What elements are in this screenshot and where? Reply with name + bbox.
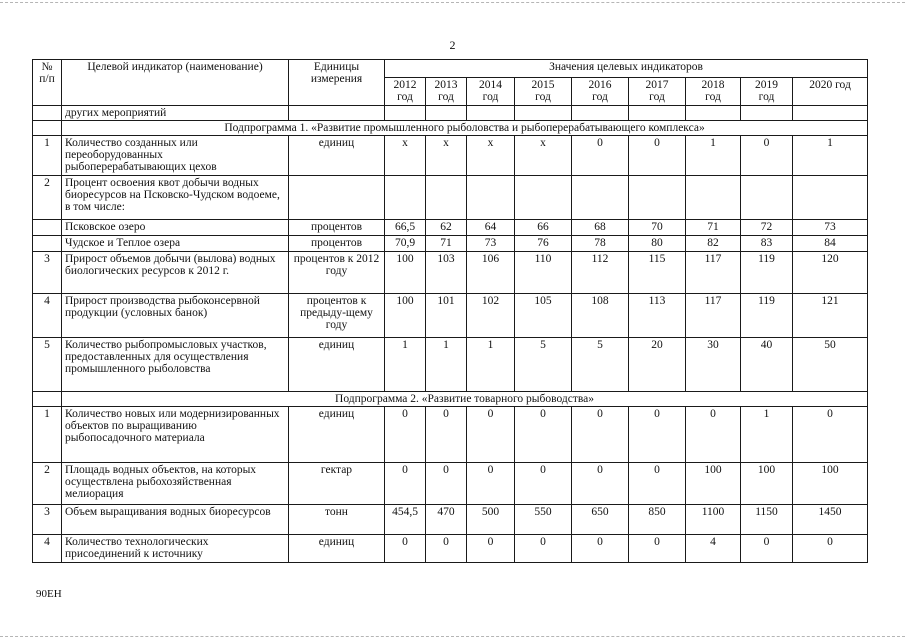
value-cell: 0 [629,463,686,505]
table-row [33,220,868,236]
value-cell: 0 [629,136,686,176]
table-row [33,294,868,338]
header-year: 2013 год [426,78,467,106]
value-cell: 0 [793,407,868,463]
unit-cell: единиц [289,407,385,463]
value-cell: 1 [741,407,793,463]
value-cell: 73 [467,236,515,252]
value-cell: 115 [629,252,686,294]
indicator-name: Количество технологических присоединений к источнику [62,535,289,563]
indicator-name: Количество рыбопромысловых участков, предоставленных для осуществления промышленного рыболовства [62,338,289,392]
value-cell: 0 [385,535,426,563]
value-cell: 121 [793,294,868,338]
value-cell: 100 [793,463,868,505]
value-cell: 0 [467,463,515,505]
unit-cell: единиц [289,136,385,176]
value-cell: 500 [467,505,515,535]
value-cell: 40 [741,338,793,392]
value-cell: 1 [426,338,467,392]
value-cell: 0 [426,463,467,505]
value-cell: 100 [686,463,741,505]
value-cell: 0 [686,407,741,463]
value-cell: 1150 [741,505,793,535]
header-col-values: Значения целевых индикаторов [385,60,868,78]
value-cell: 1 [467,338,515,392]
value-cell: 62 [426,220,467,236]
row-number: 5 [33,338,62,392]
value-cell: 5 [572,338,629,392]
target-indicators-table [32,59,868,563]
header-year: 2019 год [741,78,793,106]
value-cell: 650 [572,505,629,535]
row-number: 1 [33,136,62,176]
header-year: 2018 год [686,78,741,106]
table-row [33,252,868,294]
header-col-indicator: Целевой индикатор (наименование) [62,60,289,106]
table-row [33,535,868,563]
page-number: 2 [449,38,456,52]
value-cell: 30 [686,338,741,392]
indicator-name: Объем выращивания водных биоресурсов [62,505,289,535]
indicator-name: других мероприятий [62,106,289,121]
table-row [33,407,868,463]
value-cell: 0 [385,407,426,463]
table-row [33,236,868,252]
value-cell: 71 [686,220,741,236]
indicator-name: Псковское озеро [62,220,289,236]
table-row [33,505,868,535]
row-number: 2 [33,176,62,220]
value-cell: 101 [426,294,467,338]
value-cell: х [515,136,572,176]
value-cell: 66,5 [385,220,426,236]
unit-cell: процентов [289,220,385,236]
value-cell: 83 [741,236,793,252]
value-cell: 64 [467,220,515,236]
value-cell: 73 [793,220,868,236]
value-cell: х [426,136,467,176]
value-cell: 103 [426,252,467,294]
value-cell: 80 [629,236,686,252]
header-col-units: Единицы измерения [289,60,385,106]
value-cell: 72 [741,220,793,236]
value-cell: 106 [467,252,515,294]
unit-cell: процентов [289,236,385,252]
value-cell: 0 [629,535,686,563]
indicator-name: Прирост объемов добычи (вылова) водных биологических ресурсов к 2012 г. [62,252,289,294]
header-year: 2020 год [793,78,868,106]
row-number: 4 [33,535,62,563]
unit-cell: единиц [289,338,385,392]
value-cell: 76 [515,236,572,252]
unit-cell: процентов к предыду-щему году [289,294,385,338]
value-cell: 50 [793,338,868,392]
value-cell: 0 [629,407,686,463]
unit-cell: тонн [289,505,385,535]
scan-top-edge [0,2,905,3]
value-cell: 100 [385,252,426,294]
indicator-name: Количество новых или модернизированных объектов по выращиванию рыбопосадочного материала [62,407,289,463]
table-row [33,136,868,176]
header-year: 2012 год [385,78,426,106]
value-cell: 105 [515,294,572,338]
value-cell: 84 [793,236,868,252]
indicator-name: Процент освоения квот добычи водных биоресурсов на Псковско-Чудском водоеме, в том числе: [62,176,289,220]
header-year: 2014 год [467,78,515,106]
row-number: 1 [33,407,62,463]
value-cell: 110 [515,252,572,294]
value-cell: 119 [741,252,793,294]
value-cell: 117 [686,252,741,294]
row-number: 2 [33,463,62,505]
row-number: 3 [33,252,62,294]
value-cell: 100 [741,463,793,505]
value-cell: 850 [629,505,686,535]
value-cell: 0 [793,535,868,563]
value-cell: 71 [426,236,467,252]
value-cell: 113 [629,294,686,338]
value-cell: 70 [629,220,686,236]
value-cell: 66 [515,220,572,236]
value-cell: 0 [515,463,572,505]
subprogram-row [33,392,868,407]
value-cell: 1450 [793,505,868,535]
value-cell: 117 [686,294,741,338]
value-cell: 0 [741,535,793,563]
indicator-name: Чудское и Теплое озера [62,236,289,252]
table-row [33,106,868,121]
value-cell: 0 [741,136,793,176]
value-cell: 120 [793,252,868,294]
value-cell: 1 [686,136,741,176]
value-cell: 0 [385,463,426,505]
value-cell: 78 [572,236,629,252]
value-cell: 20 [629,338,686,392]
header-row-top [33,60,868,78]
value-cell: 100 [385,294,426,338]
subprogram-title: Подпрограмма 2. «Развитие товарного рыбоводства» [62,392,868,407]
value-cell: 0 [515,535,572,563]
value-cell: 1 [793,136,868,176]
value-cell: х [467,136,515,176]
document-code: 90EH [36,588,62,600]
row-number: 3 [33,505,62,535]
scan-bottom-edge [0,636,905,637]
table-row [33,338,868,392]
value-cell: 0 [467,407,515,463]
value-cell: 0 [572,407,629,463]
table-row [33,176,868,220]
header-year: 2016 год [572,78,629,106]
value-cell: 82 [686,236,741,252]
unit-cell: гектар [289,463,385,505]
value-cell: 0 [572,535,629,563]
value-cell: 5 [515,338,572,392]
indicator-name: Количество созданных или переоборудованных рыбоперерабатывающих цехов [62,136,289,176]
unit-cell: процентов к 2012 году [289,252,385,294]
value-cell: 1 [385,338,426,392]
value-cell: 68 [572,220,629,236]
value-cell: 0 [572,463,629,505]
value-cell: 550 [515,505,572,535]
header-col-no: № п/п [33,60,62,106]
indicator-name: Прирост производства рыбоконсервной продукции (условных банок) [62,294,289,338]
value-cell: 102 [467,294,515,338]
value-cell: 4 [686,535,741,563]
header-year: 2015 год [515,78,572,106]
unit-cell: единиц [289,535,385,563]
value-cell: 112 [572,252,629,294]
value-cell: 1100 [686,505,741,535]
value-cell: 0 [426,407,467,463]
table-row [33,463,868,505]
header-year: 2017 год [629,78,686,106]
value-cell: 108 [572,294,629,338]
value-cell: 119 [741,294,793,338]
subprogram-row [33,121,868,136]
row-number: 4 [33,294,62,338]
value-cell: 0 [572,136,629,176]
value-cell: 470 [426,505,467,535]
value-cell: 0 [467,535,515,563]
subprogram-title: Подпрограмма 1. «Развитие промышленного рыболовства и рыбоперерабатывающего комплекса» [62,121,868,136]
value-cell: 70,9 [385,236,426,252]
value-cell: 0 [515,407,572,463]
indicator-name: Площадь водных объектов, на которых осуществлена рыбохозяйственная мелиорация [62,463,289,505]
value-cell: 0 [426,535,467,563]
value-cell: х [385,136,426,176]
value-cell: 454,5 [385,505,426,535]
